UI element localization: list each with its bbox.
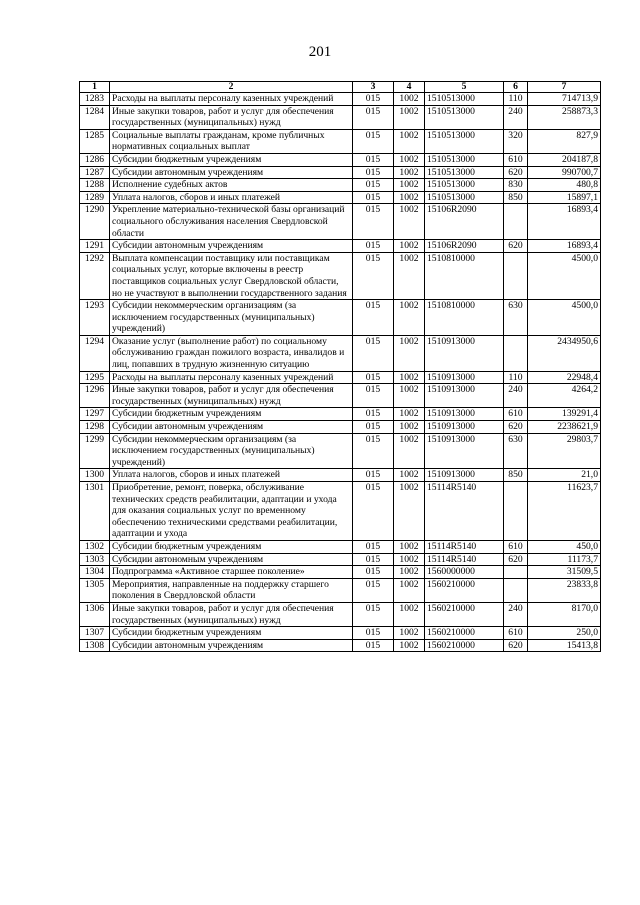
row-number: 1288 xyxy=(80,179,110,192)
row-amount: 450,0 xyxy=(528,540,601,553)
row-expense-type-code xyxy=(504,566,528,579)
column-header: 7 xyxy=(528,82,601,93)
row-target-code: 1560210000 xyxy=(425,602,504,626)
row-target-code: 1510513000 xyxy=(425,105,504,129)
row-section-code: 015 xyxy=(353,421,394,434)
row-expense-type-code: 240 xyxy=(504,105,528,129)
row-section-code: 015 xyxy=(353,166,394,179)
row-amount: 258873,3 xyxy=(528,105,601,129)
row-section-code: 015 xyxy=(353,566,394,579)
row-subsection-code: 1002 xyxy=(394,408,425,421)
row-amount: 4264,2 xyxy=(528,384,601,408)
row-amount: 8170,0 xyxy=(528,602,601,626)
row-subsection-code: 1002 xyxy=(394,540,425,553)
row-subsection-code: 1002 xyxy=(394,602,425,626)
row-amount: 204187,8 xyxy=(528,153,601,166)
row-name: Субсидии бюджетным учреждениям xyxy=(110,153,353,166)
row-section-code: 015 xyxy=(353,105,394,129)
row-subsection-code: 1002 xyxy=(394,553,425,566)
row-subsection-code: 1002 xyxy=(394,433,425,469)
column-header: 1 xyxy=(80,82,110,93)
row-section-code: 015 xyxy=(353,252,394,299)
row-expense-type-code xyxy=(504,482,528,541)
row-section-code: 015 xyxy=(353,335,394,371)
table-header xyxy=(80,82,601,93)
table-row xyxy=(80,179,601,192)
row-amount: 4500,0 xyxy=(528,252,601,299)
row-section-code: 015 xyxy=(353,191,394,204)
row-amount: 2238621,9 xyxy=(528,421,601,434)
row-name: Приобретение, ремонт, поверка, обслуживание технических средств реабилитации, адаптации и ухода для оказания социальных услуг по временному обеспечению техническими средствами реабилитации, адаптации и ухода xyxy=(110,482,353,541)
row-expense-type-code: 610 xyxy=(504,153,528,166)
row-target-code: 1510913000 xyxy=(425,469,504,482)
row-subsection-code: 1002 xyxy=(394,240,425,253)
row-number: 1285 xyxy=(80,129,110,153)
row-section-code: 015 xyxy=(353,627,394,640)
row-number: 1308 xyxy=(80,639,110,652)
row-subsection-code: 1002 xyxy=(394,639,425,652)
header-row xyxy=(80,82,601,93)
row-target-code: 1510913000 xyxy=(425,408,504,421)
row-target-code: 1510913000 xyxy=(425,433,504,469)
row-amount: 23833,8 xyxy=(528,578,601,602)
row-section-code: 015 xyxy=(353,384,394,408)
row-expense-type-code: 850 xyxy=(504,191,528,204)
row-expense-type-code: 610 xyxy=(504,627,528,640)
table-row xyxy=(80,482,601,541)
table-row xyxy=(80,166,601,179)
row-target-code: 1560210000 xyxy=(425,627,504,640)
row-amount: 480,8 xyxy=(528,179,601,192)
table-row xyxy=(80,421,601,434)
row-expense-type-code: 620 xyxy=(504,240,528,253)
row-number: 1302 xyxy=(80,540,110,553)
row-target-code: 15106R2090 xyxy=(425,240,504,253)
row-subsection-code: 1002 xyxy=(394,252,425,299)
row-amount: 16893,4 xyxy=(528,240,601,253)
row-section-code: 015 xyxy=(353,153,394,166)
row-subsection-code: 1002 xyxy=(394,300,425,336)
row-name: Субсидии автономным учреждениям xyxy=(110,240,353,253)
row-target-code: 1510513000 xyxy=(425,93,504,106)
row-number: 1296 xyxy=(80,384,110,408)
row-amount: 4500,0 xyxy=(528,300,601,336)
row-number: 1299 xyxy=(80,433,110,469)
row-number: 1305 xyxy=(80,578,110,602)
row-name: Субсидии автономным учреждениям xyxy=(110,166,353,179)
row-target-code: 15106R2090 xyxy=(425,204,504,240)
row-name: Подпрограмма «Активное старшее поколение» xyxy=(110,566,353,579)
table-row xyxy=(80,384,601,408)
table-row xyxy=(80,105,601,129)
row-subsection-code: 1002 xyxy=(394,371,425,384)
row-subsection-code: 1002 xyxy=(394,566,425,579)
row-amount: 31509,5 xyxy=(528,566,601,579)
row-target-code: 1560000000 xyxy=(425,566,504,579)
column-header: 5 xyxy=(425,82,504,93)
row-section-code: 015 xyxy=(353,300,394,336)
row-number: 1294 xyxy=(80,335,110,371)
row-target-code: 15114R5140 xyxy=(425,540,504,553)
table-row xyxy=(80,433,601,469)
table-row xyxy=(80,627,601,640)
row-number: 1297 xyxy=(80,408,110,421)
row-expense-type-code: 620 xyxy=(504,639,528,652)
column-header: 6 xyxy=(504,82,528,93)
row-name: Укрепление материально-технической базы организаций социального обслуживания населения Свердловской области xyxy=(110,204,353,240)
row-amount: 2434950,6 xyxy=(528,335,601,371)
row-target-code: 15114R5140 xyxy=(425,553,504,566)
row-expense-type-code: 850 xyxy=(504,469,528,482)
row-amount: 16893,4 xyxy=(528,204,601,240)
row-amount: 11173,7 xyxy=(528,553,601,566)
row-amount: 827,9 xyxy=(528,129,601,153)
row-amount: 139291,4 xyxy=(528,408,601,421)
table-row xyxy=(80,540,601,553)
row-target-code: 1510913000 xyxy=(425,421,504,434)
row-number: 1283 xyxy=(80,93,110,106)
table-body xyxy=(80,93,601,652)
row-section-code: 015 xyxy=(353,93,394,106)
row-target-code: 1510810000 xyxy=(425,252,504,299)
row-subsection-code: 1002 xyxy=(394,482,425,541)
row-amount: 15413,8 xyxy=(528,639,601,652)
row-target-code: 1510513000 xyxy=(425,179,504,192)
table-row xyxy=(80,408,601,421)
row-name: Расходы на выплаты персоналу казенных учреждений xyxy=(110,93,353,106)
table-row xyxy=(80,300,601,336)
row-name: Субсидии бюджетным учреждениям xyxy=(110,408,353,421)
row-target-code: 1510913000 xyxy=(425,384,504,408)
row-subsection-code: 1002 xyxy=(394,627,425,640)
row-section-code: 015 xyxy=(353,204,394,240)
row-amount: 29803,7 xyxy=(528,433,601,469)
row-expense-type-code xyxy=(504,578,528,602)
row-section-code: 015 xyxy=(353,469,394,482)
row-name: Субсидии некоммерческим организациям (за исключением государственных (муниципальных) учреждений) xyxy=(110,433,353,469)
budget-table xyxy=(79,81,601,652)
row-name: Расходы на выплаты персоналу казенных учреждений xyxy=(110,371,353,384)
table-row xyxy=(80,553,601,566)
row-number: 1286 xyxy=(80,153,110,166)
row-target-code: 1510513000 xyxy=(425,166,504,179)
row-expense-type-code: 620 xyxy=(504,166,528,179)
row-section-code: 015 xyxy=(353,578,394,602)
row-number: 1289 xyxy=(80,191,110,204)
row-expense-type-code: 830 xyxy=(504,179,528,192)
row-section-code: 015 xyxy=(353,240,394,253)
row-subsection-code: 1002 xyxy=(394,153,425,166)
row-name: Иные закупки товаров, работ и услуг для обеспечения государственных (муниципальных) нужд xyxy=(110,384,353,408)
row-number: 1300 xyxy=(80,469,110,482)
row-target-code: 15114R5140 xyxy=(425,482,504,541)
table-row xyxy=(80,153,601,166)
row-amount: 250,0 xyxy=(528,627,601,640)
row-target-code: 1510913000 xyxy=(425,371,504,384)
table-row xyxy=(80,252,601,299)
row-name: Субсидии бюджетным учреждениям xyxy=(110,627,353,640)
row-section-code: 015 xyxy=(353,602,394,626)
row-expense-type-code: 110 xyxy=(504,93,528,106)
row-target-code: 1510513000 xyxy=(425,153,504,166)
table-row xyxy=(80,469,601,482)
row-target-code: 1510513000 xyxy=(425,191,504,204)
row-number: 1303 xyxy=(80,553,110,566)
row-subsection-code: 1002 xyxy=(394,179,425,192)
row-section-code: 015 xyxy=(353,482,394,541)
row-amount: 714713,9 xyxy=(528,93,601,106)
row-name: Субсидии некоммерческим организациям (за исключением государственных (муниципальных) учреждений) xyxy=(110,300,353,336)
column-header: 3 xyxy=(353,82,394,93)
row-number: 1292 xyxy=(80,252,110,299)
row-name: Иные закупки товаров, работ и услуг для обеспечения государственных (муниципальных) нужд xyxy=(110,105,353,129)
row-subsection-code: 1002 xyxy=(394,204,425,240)
row-expense-type-code: 240 xyxy=(504,384,528,408)
column-header: 4 xyxy=(394,82,425,93)
row-subsection-code: 1002 xyxy=(394,469,425,482)
row-expense-type-code: 110 xyxy=(504,371,528,384)
row-name: Субсидии автономным учреждениям xyxy=(110,639,353,652)
row-name: Субсидии автономным учреждениям xyxy=(110,553,353,566)
row-name: Выплата компенсации поставщику или поставщикам социальных услуг, которые включены в реестр поставщиков социальных услуг Свердловской области, но не участвуют в выполнении государственного задания xyxy=(110,252,353,299)
row-subsection-code: 1002 xyxy=(394,166,425,179)
row-subsection-code: 1002 xyxy=(394,191,425,204)
row-section-code: 015 xyxy=(353,540,394,553)
row-number: 1284 xyxy=(80,105,110,129)
row-amount: 21,0 xyxy=(528,469,601,482)
row-name: Оказание услуг (выполнение работ) по социальному обслуживанию граждан пожилого возраста, инвалидов и лиц, попавших в трудную жизненную ситуацию xyxy=(110,335,353,371)
row-name: Субсидии автономным учреждениям xyxy=(110,421,353,434)
row-target-code: 1510913000 xyxy=(425,335,504,371)
row-section-code: 015 xyxy=(353,371,394,384)
table-row xyxy=(80,578,601,602)
table-row xyxy=(80,240,601,253)
row-amount: 990700,7 xyxy=(528,166,601,179)
row-number: 1293 xyxy=(80,300,110,336)
row-expense-type-code: 320 xyxy=(504,129,528,153)
row-subsection-code: 1002 xyxy=(394,129,425,153)
row-subsection-code: 1002 xyxy=(394,421,425,434)
page-number: 201 xyxy=(308,44,332,60)
row-number: 1301 xyxy=(80,482,110,541)
table-row xyxy=(80,93,601,106)
row-expense-type-code xyxy=(504,204,528,240)
row-target-code: 1560210000 xyxy=(425,639,504,652)
row-section-code: 015 xyxy=(353,639,394,652)
table-row xyxy=(80,335,601,371)
row-subsection-code: 1002 xyxy=(394,105,425,129)
row-amount: 11623,7 xyxy=(528,482,601,541)
row-subsection-code: 1002 xyxy=(394,335,425,371)
row-subsection-code: 1002 xyxy=(394,578,425,602)
row-number: 1307 xyxy=(80,627,110,640)
row-subsection-code: 1002 xyxy=(394,384,425,408)
row-name: Исполнение судебных актов xyxy=(110,179,353,192)
table-row xyxy=(80,602,601,626)
row-name: Мероприятия, направленные на поддержку старшего поколения в Свердловской области xyxy=(110,578,353,602)
row-number: 1290 xyxy=(80,204,110,240)
row-target-code: 1510513000 xyxy=(425,129,504,153)
row-target-code: 1560210000 xyxy=(425,578,504,602)
row-name: Уплата налогов, сборов и иных платежей xyxy=(110,191,353,204)
table-row xyxy=(80,191,601,204)
row-name: Иные закупки товаров, работ и услуг для обеспечения государственных (муниципальных) нужд xyxy=(110,602,353,626)
table-row xyxy=(80,639,601,652)
row-expense-type-code: 610 xyxy=(504,408,528,421)
table-row xyxy=(80,204,601,240)
table-row xyxy=(80,371,601,384)
row-expense-type-code: 620 xyxy=(504,553,528,566)
row-name: Социальные выплаты гражданам, кроме публичных нормативных социальных выплат xyxy=(110,129,353,153)
table-row xyxy=(80,566,601,579)
table-row xyxy=(80,129,601,153)
row-subsection-code: 1002 xyxy=(394,93,425,106)
row-section-code: 015 xyxy=(353,179,394,192)
row-amount: 22948,4 xyxy=(528,371,601,384)
column-header: 2 xyxy=(110,82,353,93)
row-name: Субсидии бюджетным учреждениям xyxy=(110,540,353,553)
row-number: 1298 xyxy=(80,421,110,434)
row-number: 1295 xyxy=(80,371,110,384)
row-target-code: 1510810000 xyxy=(425,300,504,336)
row-expense-type-code: 620 xyxy=(504,421,528,434)
row-expense-type-code: 240 xyxy=(504,602,528,626)
row-section-code: 015 xyxy=(353,553,394,566)
row-name: Уплата налогов, сборов и иных платежей xyxy=(110,469,353,482)
row-number: 1291 xyxy=(80,240,110,253)
row-number: 1306 xyxy=(80,602,110,626)
row-expense-type-code: 630 xyxy=(504,300,528,336)
row-number: 1304 xyxy=(80,566,110,579)
row-amount: 15897,1 xyxy=(528,191,601,204)
row-expense-type-code xyxy=(504,252,528,299)
row-number: 1287 xyxy=(80,166,110,179)
row-section-code: 015 xyxy=(353,433,394,469)
row-expense-type-code xyxy=(504,335,528,371)
row-section-code: 015 xyxy=(353,129,394,153)
row-expense-type-code: 610 xyxy=(504,540,528,553)
row-section-code: 015 xyxy=(353,408,394,421)
row-expense-type-code: 630 xyxy=(504,433,528,469)
